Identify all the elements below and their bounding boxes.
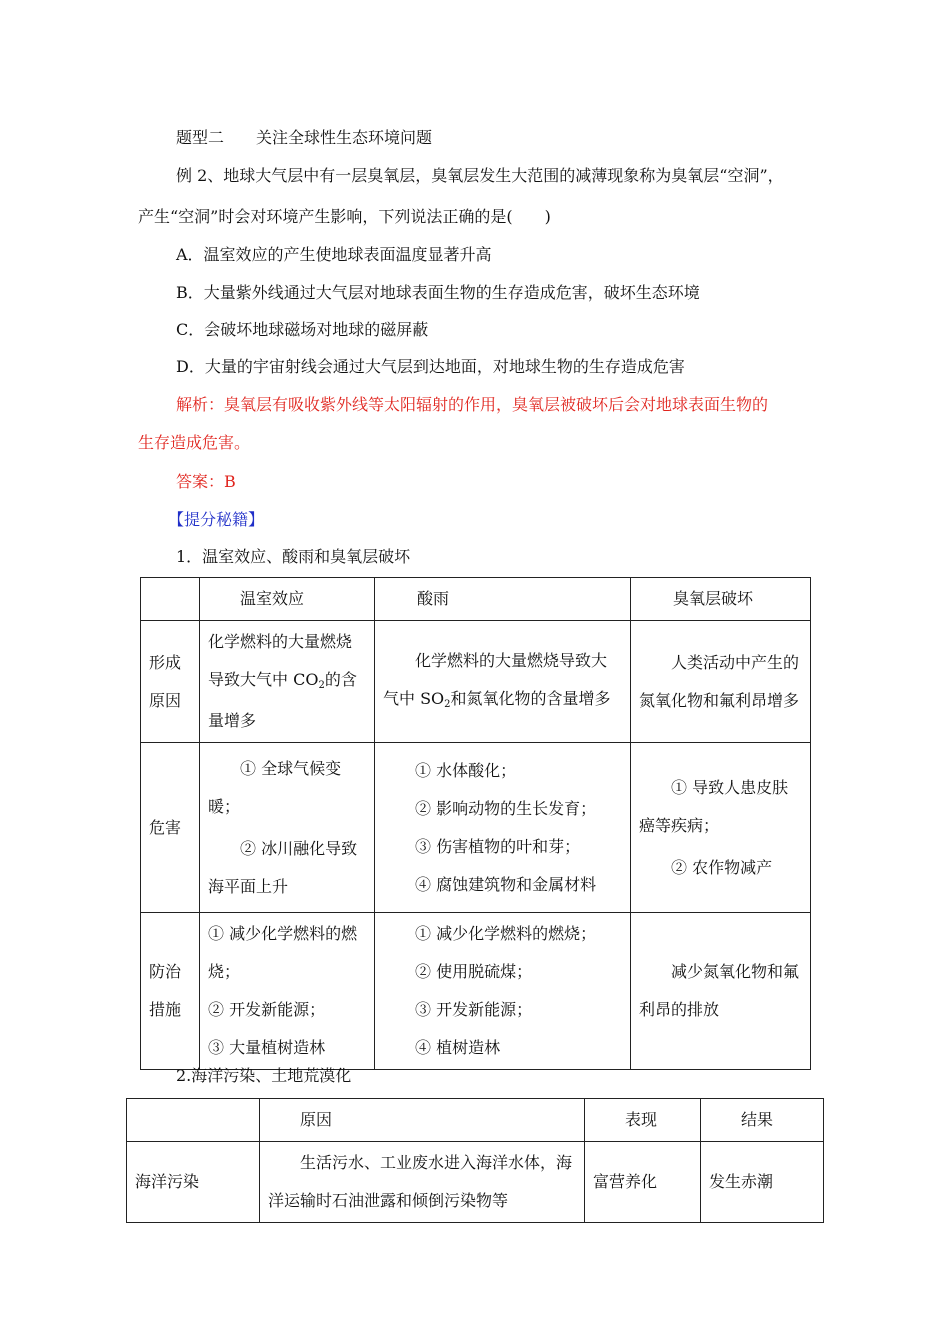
- option-b: B．大量紫外线通过大气层对地球表面生物的生存造成危害，破坏生态环境: [176, 283, 700, 302]
- harm-acid-2: ② 影响动物的生长发育；: [415, 798, 597, 818]
- harm-greenhouse-1: ① 全球气候变暖；: [208, 758, 342, 816]
- pollution-table: [140, 577, 811, 1070]
- prevention-label-1: 防治: [149, 962, 182, 981]
- prevention-label-2: 措施: [149, 1000, 182, 1019]
- prevention-greenhouse-1: ① 减少化学燃料的燃烧；: [208, 924, 358, 981]
- harm-greenhouse-2: ② 冰川融化导致海平面上升: [208, 838, 358, 896]
- harm-ozone: [631, 743, 811, 913]
- ocean-label: [127, 1142, 260, 1223]
- header-acid-text: 酸雨: [417, 589, 450, 608]
- table1-caption: 1．温室效应、酸雨和臭氧层破坏: [176, 547, 411, 566]
- option-d: D．大量的宇宙射线会通过大气层到达地面，对地球生物的生存造成危害: [176, 357, 685, 376]
- harm-ozone-2: ② 农作物减产: [671, 857, 773, 877]
- prevention-acid-2: ② 使用脱硫煤；: [415, 962, 533, 981]
- header-ozone-text: 臭氧层破坏: [673, 589, 754, 608]
- ocean-cause: [260, 1142, 585, 1223]
- table2-row-ocean: [127, 1142, 824, 1223]
- prevention-greenhouse-2: ② 开发新能源；: [208, 1000, 326, 1019]
- harm-acid-1: ① 水体酸化；: [415, 760, 517, 780]
- formation-label: [141, 621, 200, 743]
- table2-header-result: [701, 1099, 824, 1142]
- ocean-desert-table: [126, 1098, 824, 1223]
- harm-label-text: 危害: [149, 817, 182, 837]
- answer: 答案：B: [176, 472, 236, 491]
- table1-header-acid: [375, 578, 631, 621]
- table2-header-blank: [127, 1099, 260, 1142]
- header-manifestation-text: 表现: [625, 1110, 658, 1129]
- ocean-label-text: 海洋污染: [135, 1172, 200, 1191]
- prevention-ozone: [631, 913, 811, 1070]
- formation-acid: [375, 621, 631, 743]
- header-cause-text: 原因: [300, 1110, 333, 1129]
- table1-row-harm: [141, 743, 811, 913]
- table2-header-cause: [260, 1099, 585, 1142]
- prevention-acid: [375, 913, 631, 1070]
- formation-greenhouse: [200, 621, 375, 743]
- tips-heading: 【提分秘籍】: [168, 510, 265, 529]
- table2-header-manifestation: [585, 1099, 701, 1142]
- section-title: 题型二 关注全球性生态环境问题: [176, 128, 433, 147]
- ocean-manifestation: [585, 1142, 701, 1223]
- example-question-line1: 例 2、地球大气层中有一层臭氧层，臭氧层发生大范围的减薄现象称为臭氧层“空洞”，: [176, 166, 784, 185]
- prevention-acid-1: ① 减少化学燃料的燃烧；: [415, 924, 597, 943]
- harm-label: [141, 743, 200, 913]
- table1-row-formation: [141, 621, 811, 743]
- example-question-line2: 产生“空洞”时会对环境产生影响，下列说法正确的是( ): [138, 207, 551, 226]
- ocean-result: [701, 1142, 824, 1223]
- prevention-acid-4: ④ 植树造林: [415, 1038, 501, 1057]
- formation-greenhouse-text-b: 的含量增多: [208, 670, 357, 730]
- harm-acid-3: ③ 伤害植物的叶和芽；: [415, 836, 581, 856]
- ocean-manifestation-text: 富营养化: [593, 1172, 658, 1191]
- formation-ozone: [631, 621, 811, 743]
- prevention-greenhouse: [200, 913, 375, 1070]
- table1-header-ozone: [631, 578, 811, 621]
- prevention-greenhouse-3: ③ 大量植树造林: [208, 1038, 326, 1057]
- prevention-ozone-text: 减少氮氧化物和氟利昂的排放: [639, 962, 800, 1019]
- formation-ozone-text: 人类活动中产生的氮氧化物和氟利昂增多: [639, 652, 800, 710]
- table1-row-prevention: [141, 913, 811, 1070]
- header-greenhouse-text: 温室效应: [240, 589, 305, 608]
- ocean-cause-text: 生活污水、工业废水进入海洋水体，海洋运输时石油泄露和倾倒污染物等: [268, 1153, 573, 1210]
- analysis-line1: 解析：臭氧层有吸收紫外线等太阳辐射的作用，臭氧层被破坏后会对地球表面生物的: [176, 395, 769, 414]
- ocean-result-text: 发生赤潮: [709, 1172, 774, 1191]
- table2-header-row: [127, 1099, 824, 1142]
- formation-label-2: 原因: [149, 690, 182, 710]
- option-c: C．会破坏地球磁场对地球的磁屏蔽: [176, 320, 429, 339]
- analysis-line2: 生存造成危害。: [138, 433, 251, 452]
- formation-acid-text-a: 化学燃料的大量燃烧导致大气中 SO: [383, 651, 608, 708]
- formation-acid-text-b: 和氮氧化物的含量增多: [450, 689, 611, 708]
- table1-header-greenhouse: [200, 578, 375, 621]
- option-a: A．温室效应的产生使地球表面温度显著升高: [176, 245, 492, 264]
- harm-ozone-1: ① 导致人患皮肤癌等疾病；: [639, 777, 789, 835]
- prevention-label: [141, 913, 200, 1070]
- prevention-acid-3: ③ 开发新能源；: [415, 1000, 533, 1019]
- header-result-text: 结果: [741, 1110, 774, 1129]
- table1-header-blank: [141, 578, 200, 621]
- table2-caption: 2.海洋污染、土地荒漠化: [176, 1066, 352, 1085]
- co2-subscript: 2: [318, 680, 325, 691]
- harm-acid: [375, 743, 631, 913]
- so2-subscript: 2: [444, 699, 451, 710]
- formation-label-1: 形成: [149, 652, 182, 672]
- table1-header-row: [141, 578, 811, 621]
- formation-greenhouse-text-a: 化学燃料的大量燃烧导致大气中 CO: [208, 632, 353, 689]
- harm-greenhouse: [200, 743, 375, 913]
- harm-acid-4: ④ 腐蚀建筑物和金属材料: [415, 874, 597, 894]
